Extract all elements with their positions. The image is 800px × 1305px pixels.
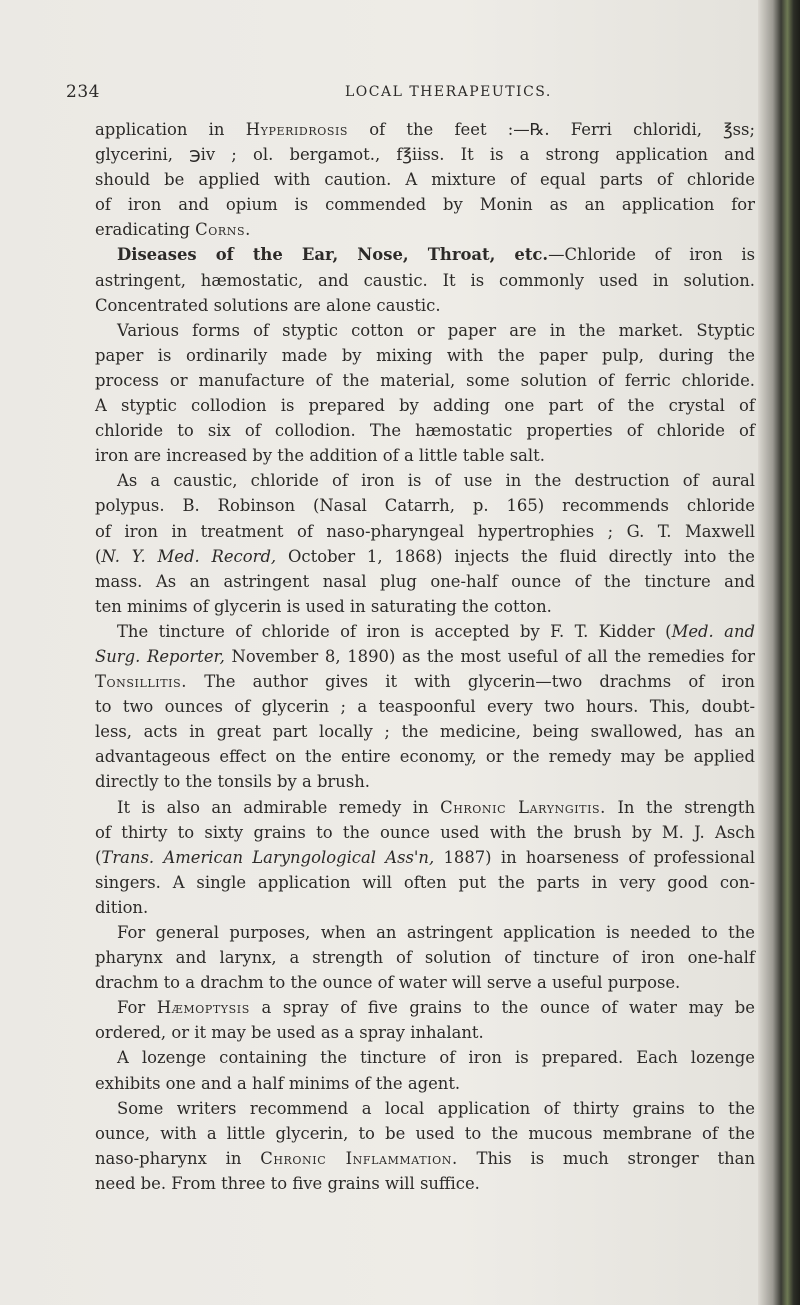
text-line <box>95 117 755 142</box>
text-segment: For <box>117 998 157 1018</box>
text-line <box>95 1096 755 1121</box>
text-line <box>95 795 755 820</box>
text-segment: Some writers recommend a local application of thirty grains to the <box>117 1098 755 1118</box>
text-segment: ounce, with a little glycerin, to be used to the mucous membrane of the <box>95 1123 755 1143</box>
text-segment: application in <box>95 120 246 139</box>
text-line <box>95 293 755 318</box>
text-segment: dition. <box>95 897 149 917</box>
text-segment: Various forms of styptic cotton or paper are in the market. Styptic <box>117 320 755 340</box>
text-segment: Concentrated solutions are alone caustic. <box>95 295 441 315</box>
text-segment: to two ounces of glycerin ; a teaspoonful every two hours. This, doubt- <box>95 697 755 717</box>
text-segment: 1887) in hoarseness of professional <box>434 847 756 867</box>
text-line <box>95 569 755 594</box>
body-text <box>95 117 755 1196</box>
text-line <box>95 418 755 443</box>
text-segment: —Chloride of iron is <box>548 245 755 265</box>
text-line <box>95 1045 755 1070</box>
text-line <box>95 694 755 719</box>
text-line <box>95 368 755 393</box>
text-segment: It is also an admirable remedy in <box>117 797 441 817</box>
text-line <box>95 217 755 242</box>
text-segment: glycerini, ℈iv ; ol. bergamot., f℥iiss. It is a strong application and <box>95 145 755 165</box>
text-line <box>95 970 755 995</box>
text-segment: naso-pharynx in <box>95 1148 261 1168</box>
text-line <box>95 1171 755 1196</box>
text-line <box>95 1020 755 1045</box>
text-line <box>95 769 755 794</box>
text-segment: a spray of five grains to the ounce of water may be <box>249 998 756 1018</box>
text-line <box>95 995 755 1020</box>
text-segment: of iron in treatment of naso-pharyngeal hypertrophies ; G. T. Maxwell <box>95 521 755 541</box>
text-segment: Surg. Reporter, <box>95 646 225 666</box>
text-segment: polypus. B. Robinson (Nasal Catarrh, p. 165) recommends chloride <box>95 496 755 516</box>
text-line <box>95 142 755 167</box>
text-segment: ten minims of glycerin is used in saturating the cotton. <box>95 596 552 616</box>
text-segment: Trans. American Laryngological Ass'n, <box>101 847 435 867</box>
text-segment: October 1, 1868) injects the fluid directly into the <box>276 546 755 566</box>
text-segment: Hæmoptysis <box>156 998 250 1018</box>
text-segment: exhibits one and a half minims of the agent. <box>95 1073 461 1093</box>
text-line <box>95 669 755 694</box>
text-segment: A lozenge containing the tincture of iron is prepared. Each lozenge <box>117 1048 755 1068</box>
text-segment: Corns. <box>195 220 251 240</box>
text-segment: Chronic Laryngitis. <box>440 797 606 817</box>
text-line <box>95 870 755 895</box>
text-segment: iron are increased by the addition of a little table salt. <box>95 446 545 466</box>
page-edge-shadow <box>758 0 800 1305</box>
running-head: LOCAL THERAPEUTICS. <box>345 84 552 100</box>
text-segment: ordered, or it may be used as a spray inhalant. <box>95 1023 484 1043</box>
text-segment: The author gives it with glycerin—two drachms of iron <box>187 672 755 692</box>
text-line <box>95 192 755 217</box>
text-segment: less, acts in great part locally ; the medicine, being swallowed, has an <box>95 722 755 742</box>
text-line <box>95 719 755 744</box>
text-line <box>95 744 755 769</box>
text-segment: singers. A single application will often put the parts in very good con- <box>95 872 755 892</box>
text-line <box>95 318 755 343</box>
page-number: 234 <box>66 82 100 102</box>
text-segment: Hyperidrosis <box>245 120 349 139</box>
text-segment: chloride to six of collodion. The hæmostatic properties of chloride of <box>95 421 755 441</box>
text-segment: For general purposes, when an astringent application is needed to the <box>117 923 755 942</box>
text-line <box>95 468 755 493</box>
text-segment: N. Y. Med. Record, <box>101 546 277 566</box>
text-line <box>95 544 755 569</box>
text-line <box>95 393 755 418</box>
text-line <box>95 343 755 368</box>
text-segment: Tonsillitis. <box>95 672 188 692</box>
text-line <box>95 1146 755 1171</box>
text-segment: should be applied with caution. A mixture of equal parts of chloride <box>95 170 755 190</box>
text-line <box>95 644 755 669</box>
text-line <box>95 268 755 293</box>
text-segment: of iron and opium is commended by Monin as an application for <box>95 195 755 215</box>
text-segment: A styptic collodion is prepared by adding one part of the crystal of <box>95 396 755 416</box>
text-line <box>95 1121 755 1146</box>
text-segment: pharynx and larynx, a strength of solution of tincture of iron one-half <box>95 948 755 968</box>
text-line <box>95 945 755 970</box>
text-segment: advantageous effect on the entire economy, or the remedy may be applied <box>95 747 755 767</box>
text-segment: of the feet :—℞. Ferri chloridi, ℥ss; <box>348 120 755 139</box>
text-line <box>95 167 755 192</box>
text-line <box>95 895 755 920</box>
text-segment: Chronic Inflammation. <box>260 1148 458 1168</box>
text-segment: need be. From three to five grains will suffice. <box>95 1173 480 1193</box>
text-segment: process or manufacture of the material, some solution of ferric chloride. <box>95 370 755 390</box>
text-segment: paper is ordinarily made by mixing with the paper pulp, during the <box>95 345 755 365</box>
text-line <box>95 1071 755 1096</box>
text-line <box>95 845 755 870</box>
text-segment: ( <box>95 847 102 867</box>
text-segment: The tincture of chloride of iron is accepted by F. T. Kidder ( <box>117 621 672 641</box>
text-segment: In the strength <box>605 797 755 817</box>
text-line <box>95 493 755 518</box>
text-segment: of thirty to sixty grains to the ounce used with the brush by M. J. Asch <box>95 822 755 842</box>
text-segment: drachm to a drachm to the ounce of water will serve a useful purpose. <box>95 973 681 993</box>
page-header <box>0 82 758 108</box>
text-segment: mass. As an astringent nasal plug one-half ounce of the tincture and <box>95 571 755 591</box>
text-line <box>95 443 755 468</box>
text-segment: This is much stronger than <box>457 1148 756 1168</box>
text-line <box>95 820 755 845</box>
text-segment: directly to the tonsils by a brush. <box>95 772 370 792</box>
text-line <box>95 920 755 945</box>
text-line <box>95 519 755 544</box>
text-segment: Diseases of the Ear, Nose, Throat, etc. <box>117 245 549 265</box>
text-segment: astringent, hæmostatic, and caustic. It is commonly used in solution. <box>95 270 755 290</box>
text-segment: Med. and <box>671 621 755 641</box>
text-line <box>95 594 755 619</box>
text-segment: As a caustic, chloride of iron is of use in the destruction of aural <box>117 471 755 491</box>
text-line <box>95 242 755 267</box>
text-segment: eradicating <box>95 220 196 240</box>
text-segment: November 8, 1890) as the most useful of all the remedies for <box>224 646 755 666</box>
text-line <box>95 619 755 644</box>
text-segment: ( <box>95 546 102 566</box>
